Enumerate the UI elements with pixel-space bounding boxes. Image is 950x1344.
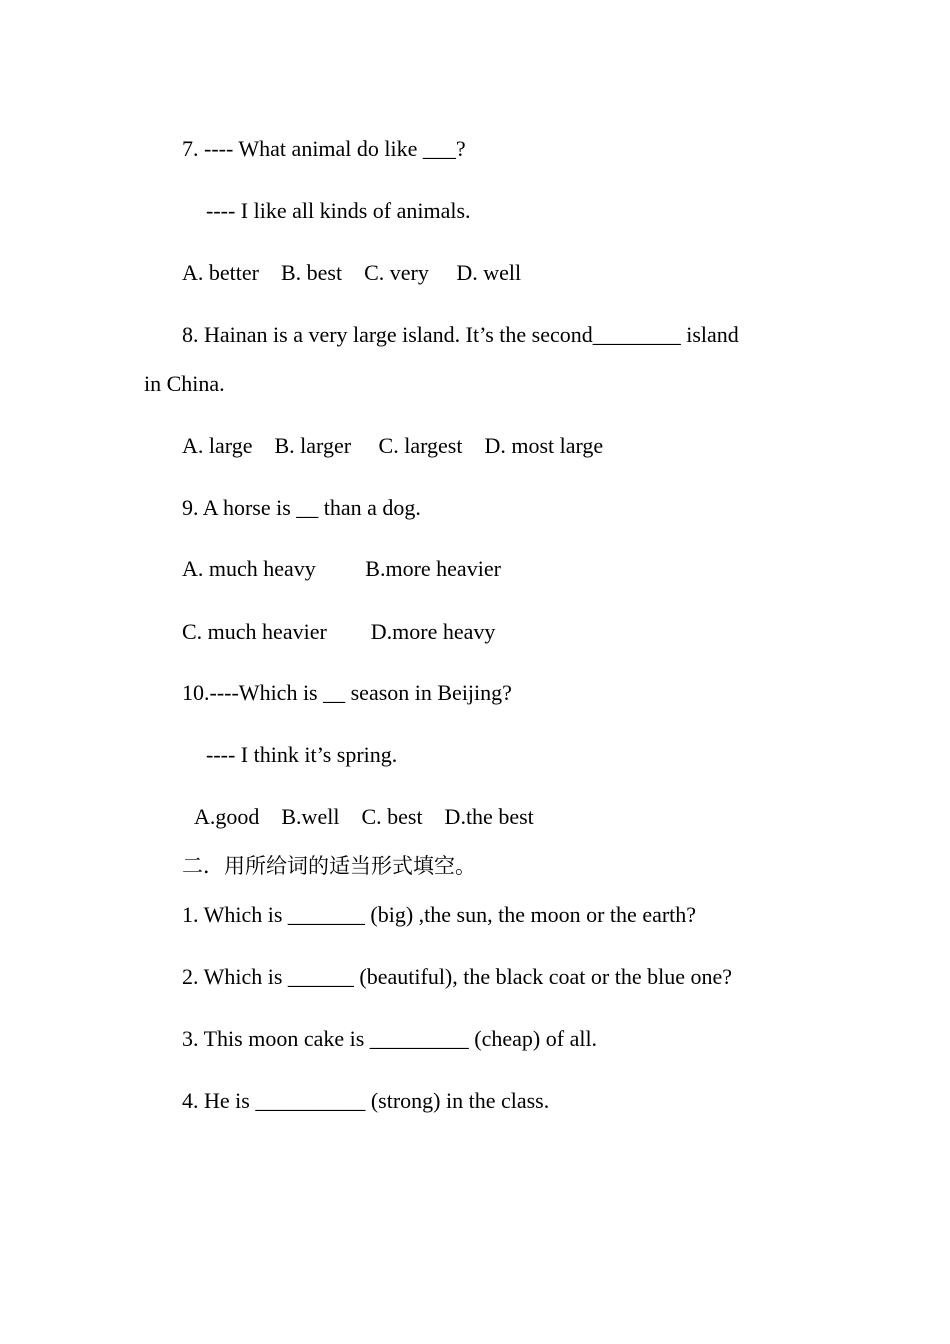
question-8-continuation: in China. xyxy=(144,371,225,396)
fill-in-item-3: 3. This moon cake is _________ (cheap) of all. xyxy=(182,1026,598,1051)
question-10-answer: ---- I think it’s spring. xyxy=(206,742,398,767)
fill-in-item-4: 4. He is __________ (strong) in the class. xyxy=(182,1088,550,1113)
question-7-answer: ---- I like all kinds of animals. xyxy=(206,198,471,223)
question-10-text: 10.----Which is __ season in Beijing? xyxy=(182,680,512,705)
question-7-options: A. better B. best C. very D. well xyxy=(182,260,522,285)
question-9-options-row2: C. much heavier D.more heavy xyxy=(182,619,496,644)
fill-in-item-1: 1. Which is _______ (big) ,the sun, the moon or the earth? xyxy=(182,902,697,927)
section-2-heading: 二．用所给词的适当形式填空。 xyxy=(182,854,476,878)
question-10-options: A.good B.well C. best D.the best xyxy=(194,804,534,829)
question-7-text: 7. ---- What animal do like ___? xyxy=(182,136,466,161)
question-9-text: 9. A horse is __ than a dog. xyxy=(182,495,421,520)
question-8-options: A. large B. larger C. largest D. most large xyxy=(182,433,604,458)
fill-in-item-2: 2. Which is ______ (beautiful), the black coat or the blue one? xyxy=(182,964,733,989)
question-8-text: 8. Hainan is a very large island. It’s the second________ island xyxy=(182,322,739,347)
question-9-options-row1: A. much heavy B.more heavier xyxy=(182,556,501,581)
